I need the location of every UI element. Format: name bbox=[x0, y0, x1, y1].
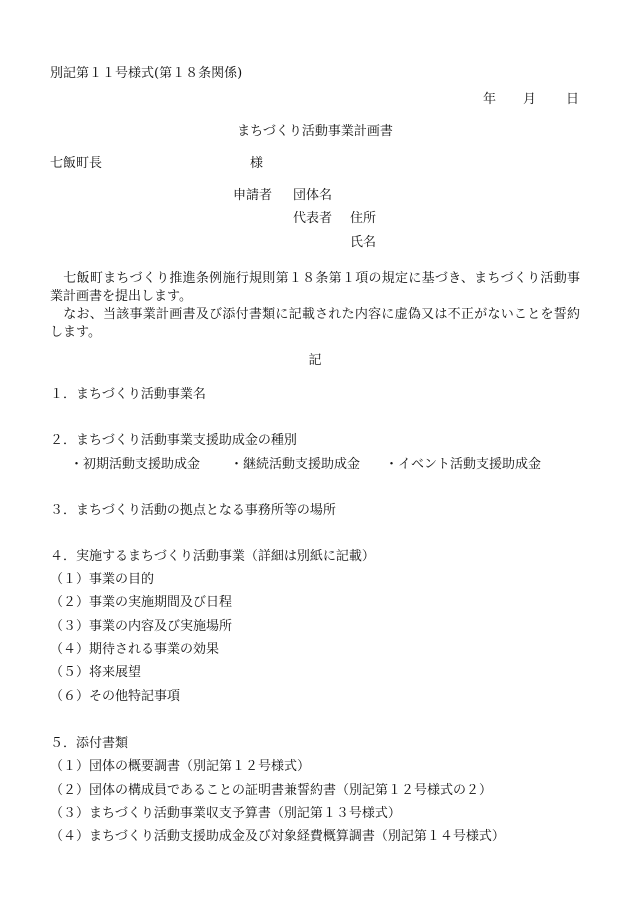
section-4-item: （３）事業の内容及び実施場所 bbox=[50, 619, 233, 634]
section-4-item: （６）その他特記事項 bbox=[50, 689, 181, 704]
section-4-heading: ４．実施するまちづくり活動事業（詳細は別紙に記載） bbox=[50, 549, 375, 564]
ki-marker: 記 bbox=[308, 353, 322, 368]
name-label: 氏名 bbox=[350, 235, 377, 250]
address-label: 住所 bbox=[350, 211, 377, 226]
section-4-item: （４）期待される事業の効果 bbox=[50, 642, 220, 657]
section-5-heading: ５．添付書類 bbox=[50, 736, 129, 751]
addressee-name: 七飯町長 bbox=[50, 156, 103, 171]
section-1-heading: １．まちづくり活動事業名 bbox=[50, 387, 206, 402]
section-3-heading: ３．まちづくり活動の拠点となる事務所等の場所 bbox=[50, 503, 336, 518]
body-paragraph-submission: 七飯町まちづくり推進条例施行規則第１８条第１項の規定に基づき、まちづくり活動事業計画書を提出します。 bbox=[50, 271, 580, 304]
group-name-label: 団体名 bbox=[293, 188, 333, 203]
section-4-item: （１）事業の目的 bbox=[50, 572, 155, 587]
attachment-item: （１）団体の概要調書（別記第１２号様式） bbox=[50, 759, 311, 774]
form-number: 別記第１１号様式(第１８条関係) bbox=[50, 66, 243, 81]
subsidy-option-event: ・イベント活動支援助成金 bbox=[385, 457, 542, 472]
date-month-label: 月 bbox=[523, 92, 537, 107]
applicant-label: 申請者 bbox=[233, 188, 273, 203]
section-4-item: （２）事業の実施期間及び日程 bbox=[50, 595, 233, 610]
representative-label: 代表者 bbox=[293, 211, 333, 226]
subsidy-option-continuing: ・継続活動支援助成金 bbox=[230, 457, 361, 472]
body-paragraph-pledge: なお、当該事業計画書及び添付書類に記載された内容に虚偽又は不正がないことを誓約します。 bbox=[50, 307, 580, 340]
addressee-honorific: 様 bbox=[250, 156, 264, 171]
attachment-item: （２）団体の構成員であることの証明書兼誓約書（別記第１２号様式の２） bbox=[50, 783, 493, 798]
subsidy-option-initial: ・初期活動支援助成金 bbox=[70, 457, 201, 472]
document-title: まちづくり活動事業計画書 bbox=[237, 124, 393, 139]
attachment-item: （４）まちづくり活動支援助成金及び対象経費概算調書（別記第１４号様式） bbox=[50, 829, 505, 844]
attachment-item: （３）まちづくり活動事業収支予算書（別記第１３号様式） bbox=[50, 806, 401, 821]
date-year-label: 年 bbox=[483, 92, 497, 107]
date-day-label: 日 bbox=[566, 92, 580, 107]
section-4-item: （５）将来展望 bbox=[50, 665, 142, 680]
section-2-heading: ２．まちづくり活動事業支援助成金の種別 bbox=[50, 433, 297, 448]
